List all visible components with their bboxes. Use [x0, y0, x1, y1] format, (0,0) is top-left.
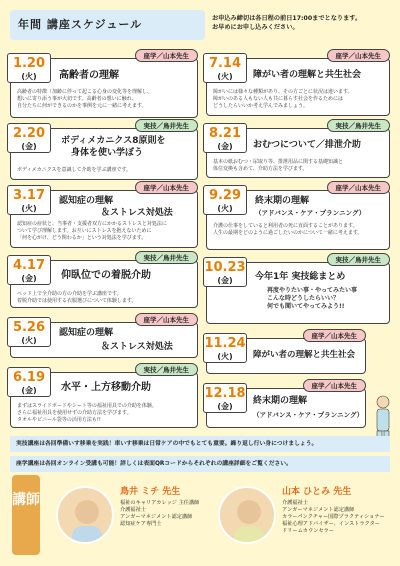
- tag-badge: 座学／山本先生: [135, 313, 199, 326]
- card-title-line2: （アドバンス・ケア・プランニング）: [253, 411, 364, 419]
- card-title: 障がい者の理解と共生社会: [253, 70, 362, 80]
- schedule-card-0417: [10, 254, 198, 308]
- card-title: 認知症の理解: [59, 196, 114, 206]
- card-title: 終末期の理解: [255, 196, 310, 206]
- tag-badge: 実技／鳥井先生: [327, 119, 391, 132]
- tag-badge: 実技／鳥井先生: [135, 119, 199, 132]
- card-title-line2: ＆ストレス対処法: [101, 208, 173, 218]
- tag-badge: 座学／山本先生: [135, 181, 199, 194]
- card-title-line2: （アドバンス・ケア・プランニング）: [255, 209, 366, 217]
- notice-practical: 実技講座は各回準備いす移乗を実践！車いす移乗は日常ケアの中でもとても重要。繰り返し行い身につけましょう。: [10, 436, 390, 452]
- avatar: [218, 486, 276, 544]
- card-title: 仰臥位での着脱介助: [61, 270, 151, 281]
- tag-badge: 実技／鳥井先生: [135, 363, 199, 376]
- tag-badge: 座学／山本先生: [303, 379, 367, 392]
- lecturer-profile: 介護福祉士 アンガーマネジメント認定講師 カラーパンクチャー国際プラクティショナー 福祉心理アドバイザー、インストラクター ドリームカウンセラー: [282, 500, 385, 534]
- card-title: 障がい者の理解と共生社会: [253, 350, 356, 360]
- date-badge: 11.24 (火): [203, 333, 247, 363]
- schedule-card-0526: [10, 316, 198, 358]
- page-title: 年間 講座スケジュール: [10, 10, 205, 40]
- tag-badge: 座学／山本先生: [135, 49, 199, 62]
- date-badge: 4.17 (金): [7, 255, 51, 285]
- card-title: 水平・上方移動介助: [61, 382, 151, 393]
- notice-online: 座学講座は各回オンライン受講も可能！詳しくは表面QRコードからそれぞれの講座詳細をご覧ください。: [10, 456, 390, 472]
- tag-badge: 実技／鳥井先生: [327, 253, 391, 266]
- date-badge: 9.29 (火): [203, 185, 247, 215]
- card-desc: 再度やりたい事・やってみたい事 こんな時どうしたらいい？ 何でも聞いてやってみよう!!: [267, 287, 358, 310]
- schedule-card-0714: [206, 52, 390, 116]
- date-badge: 1.20 (火): [7, 53, 51, 83]
- person-icon: [220, 488, 276, 544]
- card-title: 終末期の理解: [253, 396, 308, 406]
- card-desc: ボディメカニクスを意識して介助を学ぶ講座です。: [17, 167, 132, 173]
- schedule-card-1218: [204, 382, 366, 428]
- card-desc: 障がいには様々な種類があり、その方ごとに状況は違います。 障がいのある人もない人も共に暮らす社会を作るためには どうしたらいいか考え学んでみましょう。: [213, 89, 353, 109]
- date-badge: 5.26 (火): [7, 317, 51, 347]
- date-badge: 6.19 (金): [7, 367, 51, 397]
- schedule-card-0929: [206, 184, 390, 250]
- card-desc: 高齢者の特徴（加齢に伴って起こる心身の変化等を理解し、 想いに寄り添う事が大切です。高齢者の想いに触れ、 自分たちに何ができるのかを事例を元に一緒に考えます。: [17, 89, 153, 109]
- tag-badge: 座学／山本先生: [303, 329, 367, 342]
- schedule-card-0821: [206, 122, 390, 178]
- schedule-card-0120: [10, 52, 198, 118]
- card-desc: 基本の紙おむつ・尿取り等、排泄用品に関する基礎知識と 体位変換も含めて、介助方法を学びます。: [213, 159, 344, 172]
- card-title: 認知症の理解: [59, 328, 114, 338]
- date-badge: 10.23 (金): [203, 257, 247, 287]
- card-desc: 認知症の症状と、当事者・支援者双方にかかるストレスと対処法に ついて学び理解します。お互いにストレスを抱えないために 「何を心がけ、どう関わるか」という対処法を学びます。: [17, 221, 167, 241]
- date-badge: 12.18 (金): [203, 383, 247, 413]
- lecturer-profile: 福祉のキャリアカレッジ 主任講師 介護福祉士 アンガーマネジメント認定講師 認知症ケア専門士: [120, 500, 200, 527]
- card-desc: ベッド上で全介助の方の介助を学ぶ講座です。 着脱介助では使用する衣服選びについて体験します。: [17, 291, 137, 304]
- card-title: 今年1年 実技総まとめ: [255, 272, 346, 282]
- avatar: [56, 486, 114, 544]
- lecturer-label: 講師: [12, 475, 40, 555]
- date-badge: 3.17 (火): [7, 185, 51, 215]
- tag-badge: 座学／山本先生: [327, 49, 391, 62]
- lecturer-name: 鳥井 ミチ 先生: [120, 487, 181, 497]
- deadline-note-line1: お申込み締切は各日程の前日17:00までとなります。: [212, 15, 362, 22]
- person-icon: [58, 488, 114, 544]
- schedule-card-0619: [10, 366, 198, 428]
- schedule-card-1023: [204, 256, 390, 324]
- card-title-line2: 身体を使い学ぼう: [71, 148, 144, 158]
- schedule-card-1124: [204, 332, 366, 374]
- date-badge: 7.14 (火): [203, 53, 247, 83]
- card-title: ボディメカニクス8原則を: [61, 136, 166, 146]
- tag-badge: 座学／山本先生: [327, 181, 391, 194]
- card-title-line2: ＆ストレス対処法: [101, 342, 173, 352]
- lecturer-name: 山本 ひとみ 先生: [282, 487, 352, 497]
- schedule-card-0220: [10, 122, 198, 180]
- tag-badge: 実技／鳥井先生: [135, 251, 199, 264]
- date-badge: 8.21 (金): [203, 123, 247, 153]
- date-badge: 2.20 (金): [7, 123, 51, 153]
- card-desc: 介護の仕事をしていると利用者の死に直面することがあります。 人生の最期をどのように過ごしたいのかについて一緒に考えます。: [213, 223, 363, 236]
- schedule-card-0317: [10, 184, 198, 248]
- card-title: おむつについて／排泄介助: [253, 140, 361, 150]
- deadline-note: [212, 14, 394, 32]
- card-desc: まずはスライドボードやシート等の福祉用具での介助を体験。 さらに福祉用具を使用せずの介助方法を学びます。 タオルやビニール袋等の活用方法も!!: [17, 403, 157, 423]
- deadline-note-line2: お早めにお申し込みください。: [212, 24, 299, 31]
- card-title: 高齢者の理解: [59, 70, 119, 81]
